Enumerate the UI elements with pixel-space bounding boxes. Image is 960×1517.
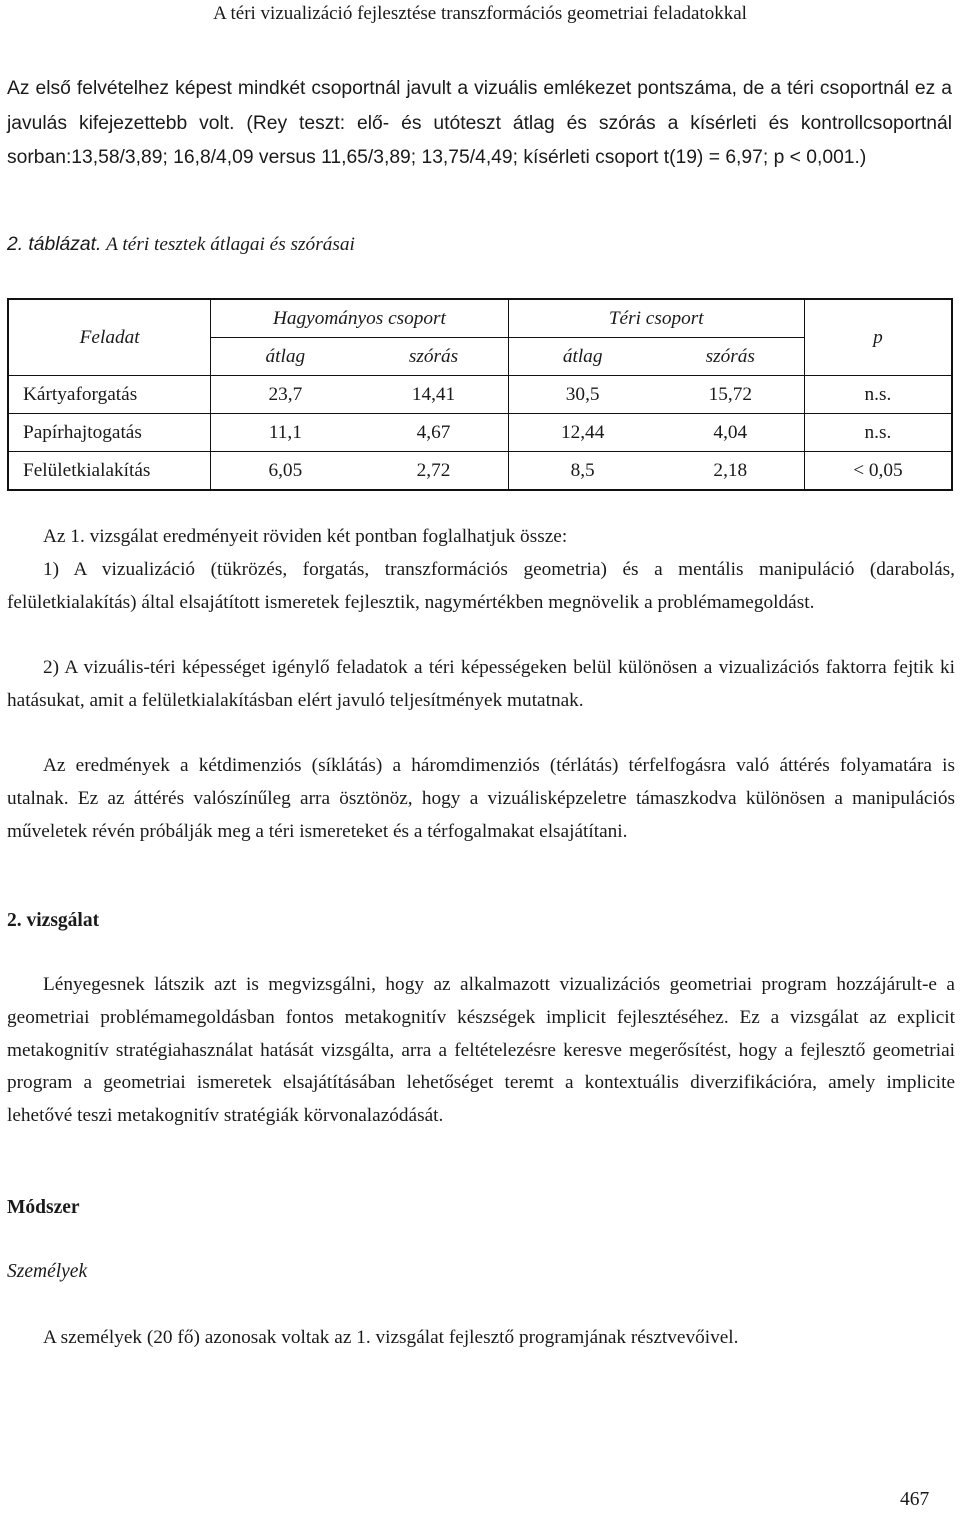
cell-g1-sd: 4,67 <box>359 414 508 452</box>
cell-g1-mean: 11,1 <box>211 414 360 452</box>
results-intro-line: Az 1. vizsgálat eredményeit röviden két pontban foglalhatjuk össze: <box>43 526 568 547</box>
table-row <box>8 376 952 414</box>
participants-paragraph: A személyek (20 fő) azonosak voltak az 1. vizsgálat fejlesztő programjának résztvevőivel. <box>43 1327 739 1348</box>
cell-p: < 0,05 <box>853 460 903 481</box>
cell-p: n.s. <box>804 414 952 452</box>
results-point-2: 2) A vizuális-téri képességet igénylő feladatok a téri képességeken belül különösen a vizualizációs faktorra fejtik ki hatásukat, amit a felületkialakításban elért javuló teljesítmények mutatnak. <box>7 657 955 711</box>
results-table <box>7 298 953 491</box>
header-g2-sd: szórás <box>657 338 805 376</box>
header-group-traditional: Hagyományos csoport <box>211 299 508 338</box>
cell-g2-sd: 15,72 <box>657 376 805 414</box>
table-row <box>8 452 952 491</box>
header-task: Feladat <box>8 299 211 376</box>
header-g1-mean: átlag <box>211 338 360 376</box>
header-p: p <box>804 299 952 376</box>
cell-g2-sd: 2,18 <box>657 452 805 491</box>
running-header: A téri vizualizáció fejlesztése transzformációs geometriai feladatokkal <box>213 3 747 24</box>
cell-p: n.s. <box>804 376 952 414</box>
page-number: 467 <box>900 1489 930 1510</box>
cell-g1-sd: 2,72 <box>359 452 508 491</box>
header-g2-mean: átlag <box>508 338 657 376</box>
participants-subheading: Személyek <box>7 1261 88 1282</box>
cell-task: Kártyaforgatás <box>8 376 211 414</box>
section-2-heading: 2. vizsgálat <box>7 910 100 931</box>
results-paragraph-3: Az eredmények a kétdimenziós (síklátás) a háromdimenziós (térlátás) térfelfogásra való áttérés folyamatára is utalnak. Ez az áttérés valószínűleg arra ösztönöz, hogy a vizuálisképzeletre támaszkodva különösen a manipulációs műveletek révén próbálják meg a téri ismereteket és a térfogalmakat elsajátítani. <box>7 755 955 842</box>
cell-g1-mean: 23,7 <box>211 376 360 414</box>
header-group-spatial: Téri csoport <box>508 299 804 338</box>
table-row <box>8 414 952 452</box>
section-2-paragraph: Lényegesnek látszik azt is megvizsgálni, hogy az alkalmazott vizualizációs geometriai program hozzájárult-e a geometriai problémamegoldásban fontos metakognitív készségek implicit fejlesztéséhez. Ez a vizsgálat az explicit metakognitív stratégiahasználat hatását vizsgálta, arra a feltételezésre keresve megerősítést, hogy a fejlesztő geometriai program a geometriai ismeretek elsajátításában lehetőséget teremt a kontextuális diverzifikációra, amely implicite lehetővé teszi metakognitív stratégiák körvonalazódását. <box>7 974 955 1127</box>
cell-task: Papírhajtogatás <box>8 414 211 452</box>
method-heading: Módszer <box>7 1197 80 1218</box>
table-caption-title: A téri tesztek átlagai és szórásai <box>106 234 355 255</box>
cell-g2-mean: 30,5 <box>508 376 657 414</box>
header-g1-sd: szórás <box>359 338 508 376</box>
results-point-1: 1) A vizualizáció (tükrözés, forgatás, transzformációs geometria) és a mentális manipuláció (darabolás, felületkialakítás) által elsajátított ismeretek fejlesztik, nagymértékben megnövelik a problémamegoldást. <box>7 559 955 613</box>
cell-g2-mean: 12,44 <box>508 414 657 452</box>
cell-task: Felületkialakítás <box>8 452 211 491</box>
table-caption <box>7 228 907 262</box>
cell-g1-sd: 14,41 <box>359 376 508 414</box>
cell-g2-mean: 8,5 <box>570 460 595 481</box>
table-caption-number: 2. táblázat. <box>7 234 102 255</box>
intro-paragraph: Az első felvételhez képest mindkét csoportnál javult a vizuális emlékezet pontszáma, de a téri csoportnál ez a javulás kifejezettebb volt. (Rey teszt: elő- és utóteszt átlag és szórás a kísérleti és kontrollcsoportnál sorban:13,58/3,89; 16,8/4,09 versus 11,65/3,89; 13,75/4,49; kísérleti csoport t(19) = 6,97; p < 0,001.) <box>7 78 952 168</box>
cell-g2-sd: 4,04 <box>657 414 805 452</box>
cell-g1-mean: 6,05 <box>268 460 303 481</box>
